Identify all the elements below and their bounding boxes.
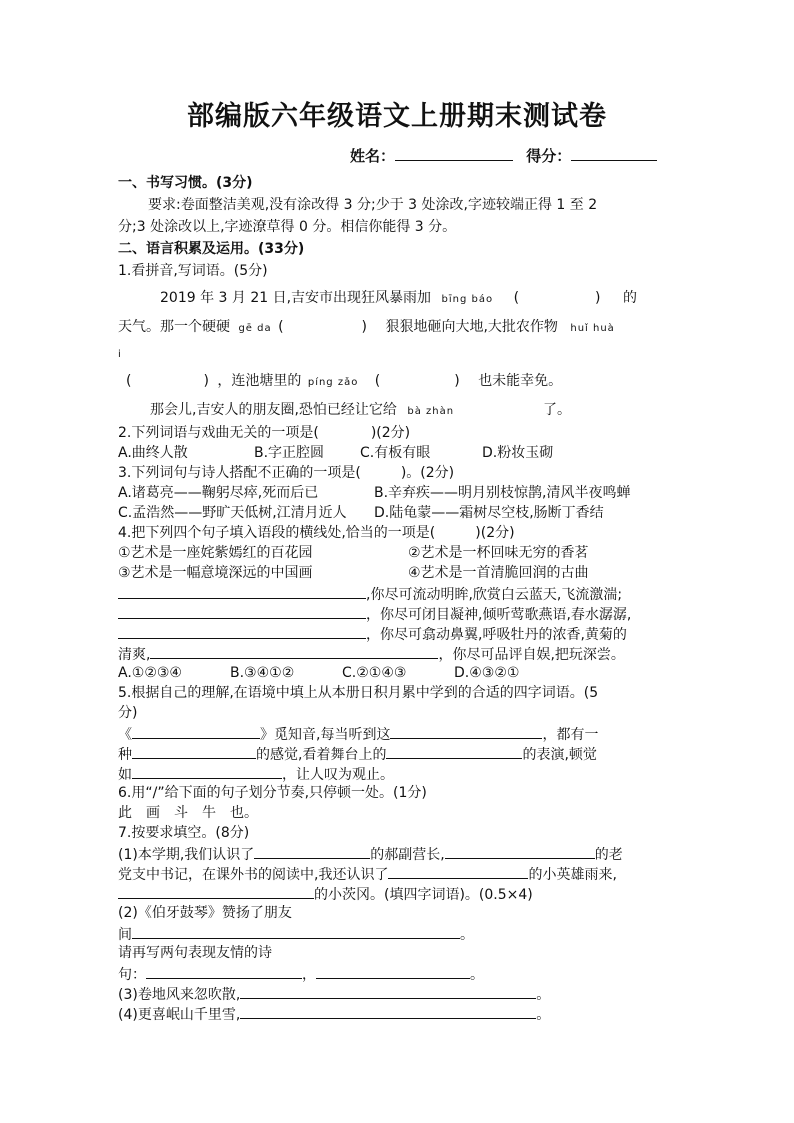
pinyin: píng zǎo xyxy=(307,377,359,388)
q3-option-b[interactable]: B.辛弃疾——明月别枝惊鹊,清风半夜鸣蝉 xyxy=(374,485,631,501)
section-1-text-1: 要求:卷面整洁美观,没有涂改得 3 分;少于 3 处涂改,字迹较端正得 1 至 2 xyxy=(148,197,598,213)
q3-title-line xyxy=(118,463,454,483)
answer-paren[interactable]: ) xyxy=(203,373,209,389)
q6-title: 6.用“/”给下面的句子划分节奏,只停顿一处。(1分) xyxy=(118,785,427,801)
q7-line-8 xyxy=(118,983,550,1005)
q4-passage-text: ，你尽可闭目凝神,倾听莺歌燕语,春水潺潺, xyxy=(366,607,632,623)
q3-title-end: )。(2分) xyxy=(400,465,455,481)
q5-text: 的感觉,看着舞台上的 xyxy=(256,747,387,763)
q1-text: 天气。那一个硬硬 xyxy=(118,319,230,335)
section-1-text-2: 分;3 处涂改以上,字迹潦草得 0 分。相信你能得 3 分。 xyxy=(118,219,457,235)
q1-text: 的 xyxy=(622,290,637,306)
q7-text: 的小英雄雨来, xyxy=(528,867,617,883)
answer-blank[interactable] xyxy=(316,963,470,979)
q2-title: 2.下列词语与戏曲无关的一项是( xyxy=(118,425,319,441)
q5-line-3 xyxy=(118,763,394,785)
q1-text: ，连池塘里的 xyxy=(217,373,302,389)
q7-text: ， xyxy=(302,967,316,983)
name-blank[interactable] xyxy=(395,145,513,161)
q1-title: 1.看拼音,写词语。(5分) xyxy=(118,263,268,279)
q7-line-9 xyxy=(118,1003,550,1025)
q5-text: ，都有一 xyxy=(542,727,599,743)
q4-title-line xyxy=(118,523,515,543)
q3-options-row-1 xyxy=(118,483,631,503)
q3-option-a[interactable]: A.诸葛亮——鞠躬尽瘁,死而后已 xyxy=(118,485,319,501)
answer-blank[interactable] xyxy=(150,643,438,659)
q1-line-1 xyxy=(160,288,637,310)
answer-paren[interactable]: ( xyxy=(374,373,381,389)
answer-blank[interactable] xyxy=(132,763,282,779)
answer-blank[interactable] xyxy=(240,983,536,999)
q7-text: 。 xyxy=(536,987,551,1003)
q4-passage-text: 清爽, xyxy=(118,647,151,663)
pinyin: bà zhàn xyxy=(407,406,455,417)
pinyin: gē da xyxy=(238,323,272,334)
pinyin: i xyxy=(118,349,122,360)
q4-passage-line-3 xyxy=(118,623,627,645)
q7-text: 。 xyxy=(470,967,484,983)
q5-title: 5.根据自己的理解,在语境中填上从本册日积月累中学到的合适的四字词语。(5 xyxy=(118,685,599,701)
name-score-line xyxy=(350,145,657,166)
q2-option-a[interactable]: A.曲终人散 xyxy=(118,445,188,461)
q7-line-6: 请再写两句表现友情的诗 xyxy=(118,945,272,961)
answer-blank[interactable] xyxy=(390,723,542,739)
answer-blank[interactable] xyxy=(118,583,366,599)
q4-passage-text: ，你尽可品评自娱,把玩深尝。 xyxy=(438,647,625,663)
pinyin: bīng báo xyxy=(441,294,494,305)
name-label: 姓名： xyxy=(350,147,396,165)
q4-option-d[interactable]: D.④③②① xyxy=(454,665,520,681)
q2-option-b[interactable]: B.字正腔圆 xyxy=(254,445,325,461)
q7-text: (3)卷地风来忽吹散, xyxy=(118,987,241,1003)
q4-sentences-row-1 xyxy=(118,543,589,563)
q4-option-a[interactable]: A.①②③④ xyxy=(118,665,182,681)
q1-text: 狠狠地砸向大地,大批农作物 xyxy=(385,319,558,335)
answer-blank[interactable] xyxy=(118,603,366,619)
q7-line-3 xyxy=(118,883,533,905)
answer-blank[interactable] xyxy=(445,843,595,859)
answer-blank[interactable] xyxy=(118,623,366,639)
q4-sentence-3: ③艺术是一幅意境深远的中国画 xyxy=(118,565,313,581)
q1-line-3 xyxy=(126,371,562,393)
q5-line-2 xyxy=(118,743,597,765)
q5-text: ，让人叹为观止。 xyxy=(282,767,394,783)
q1-text: 那会儿,吉安人的朋友圈,恐怕已经让它给 xyxy=(150,402,397,418)
q4-sentences-row-2 xyxy=(118,563,589,583)
section-1-heading: 一、书写习惯。(3分) xyxy=(118,175,253,191)
q7-text: 。 xyxy=(536,1007,551,1023)
page-title: 部编版六年级语文上册期末测试卷 xyxy=(187,101,607,132)
answer-paren[interactable]: ( xyxy=(126,373,132,389)
q4-options xyxy=(118,663,519,683)
score-label: 得分： xyxy=(526,147,572,165)
answer-blank[interactable] xyxy=(132,723,260,739)
q4-passage-text: ，你尽可翕动鼻翼,呼吸牡丹的浓香,黄菊的 xyxy=(366,627,627,643)
score-blank[interactable] xyxy=(571,145,657,161)
q7-line-5 xyxy=(118,923,474,945)
q4-title: 4.把下列四个句子填入语段的横线处,恰当的一项是( xyxy=(118,525,436,541)
q4-passage-text: ,你尽可流动明眸,欣赏白云蓝天,飞流激湍; xyxy=(366,587,623,603)
q7-text: 的郝副营长, xyxy=(370,847,445,863)
q2-title-line xyxy=(118,423,410,443)
q3-option-c[interactable]: C.孟浩然——野旷天低树,江清月近人 xyxy=(118,505,347,521)
q1-line-4 xyxy=(150,400,571,422)
q5-text: 《 xyxy=(118,727,132,743)
q7-text: 的老 xyxy=(594,847,623,863)
q6-sentence[interactable]: 此 画 斗 牛 也。 xyxy=(118,805,258,821)
answer-paren[interactable]: ( xyxy=(513,290,520,306)
q7-line-2 xyxy=(118,863,617,885)
answer-blank[interactable] xyxy=(254,843,370,859)
q4-option-c[interactable]: C.②①④③ xyxy=(342,665,407,681)
answer-blank[interactable] xyxy=(388,863,528,879)
q4-sentence-2: ②艺术是一杯回味无穷的香茗 xyxy=(408,545,589,561)
q5-text: 种 xyxy=(118,747,132,763)
q5-text: 的表演,顿觉 xyxy=(522,747,597,763)
section-2-heading: 二、语言积累及运用。(33分) xyxy=(118,241,305,257)
q2-title-end: )(2分) xyxy=(370,425,411,441)
q5-text: 如 xyxy=(118,767,132,783)
q1-text: 了。 xyxy=(542,402,571,418)
pinyin: huǐ huà xyxy=(570,323,615,334)
q5-line-1 xyxy=(118,723,598,745)
answer-paren[interactable]: ) xyxy=(595,290,601,306)
q7-title: 7.按要求填空。(8分) xyxy=(118,825,250,841)
q2-option-c[interactable]: C.有板有眼 xyxy=(360,445,431,461)
q4-passage-line-2 xyxy=(118,603,631,625)
q5-text: 》觅知音,每当听到这 xyxy=(260,727,391,743)
q1-text: 也未能幸免。 xyxy=(478,373,563,389)
q1-text: 2019 年 3 月 21 日,吉安市出现狂风暴雨加 xyxy=(160,290,432,306)
answer-blank[interactable] xyxy=(118,883,314,899)
q2-options xyxy=(118,443,553,463)
q2-option-d[interactable]: D.粉妆玉砌 xyxy=(482,445,554,461)
q5-title-2: 分) xyxy=(118,705,138,721)
q4-passage-line-1 xyxy=(118,583,622,605)
q7-text: 间 xyxy=(118,927,132,943)
answer-blank[interactable] xyxy=(146,963,302,979)
answer-blank[interactable] xyxy=(132,743,256,759)
q4-title-end: )(2分) xyxy=(475,525,515,541)
answer-paren[interactable]: ( xyxy=(278,319,284,335)
q4-sentence-1: ①艺术是一座姹紫嫣红的百花园 xyxy=(118,545,313,561)
answer-paren[interactable]: ) xyxy=(454,373,460,389)
q3-title: 3.下列词句与诗人搭配不正确的一项是( xyxy=(118,465,361,481)
answer-blank[interactable] xyxy=(132,923,460,939)
q7-text: (1)本学期,我们认识了 xyxy=(118,847,255,863)
answer-paren[interactable]: ) xyxy=(361,319,367,335)
answer-blank[interactable] xyxy=(240,1003,536,1019)
q3-options-row-2 xyxy=(118,503,604,523)
q7-text: 。 xyxy=(460,927,474,943)
q4-sentence-4: ④艺术是一首清脆回润的古曲 xyxy=(408,565,589,581)
q7-text: 的小茨冈。(填四字词语)。(0.5×4) xyxy=(314,887,533,903)
q7-text: 句： xyxy=(118,967,146,983)
q7-line-1 xyxy=(118,843,623,865)
answer-blank[interactable] xyxy=(386,743,522,759)
q7-text: (4)更喜岷山千里雪, xyxy=(118,1007,241,1023)
q4-option-b[interactable]: B.③④①② xyxy=(230,665,295,681)
q7-line-7 xyxy=(118,963,484,985)
q3-option-d[interactable]: D.陆龟蒙——霜树尽空枝,肠断丁香结 xyxy=(374,505,604,521)
q4-passage-line-4 xyxy=(118,643,625,665)
q1-line-2 xyxy=(118,317,615,339)
q7-text: 党支中书记，在课外书的阅读中,我还认识了 xyxy=(118,867,389,883)
q7-line-4: (2)《伯牙鼓琴》赞扬了朋友 xyxy=(118,905,292,921)
